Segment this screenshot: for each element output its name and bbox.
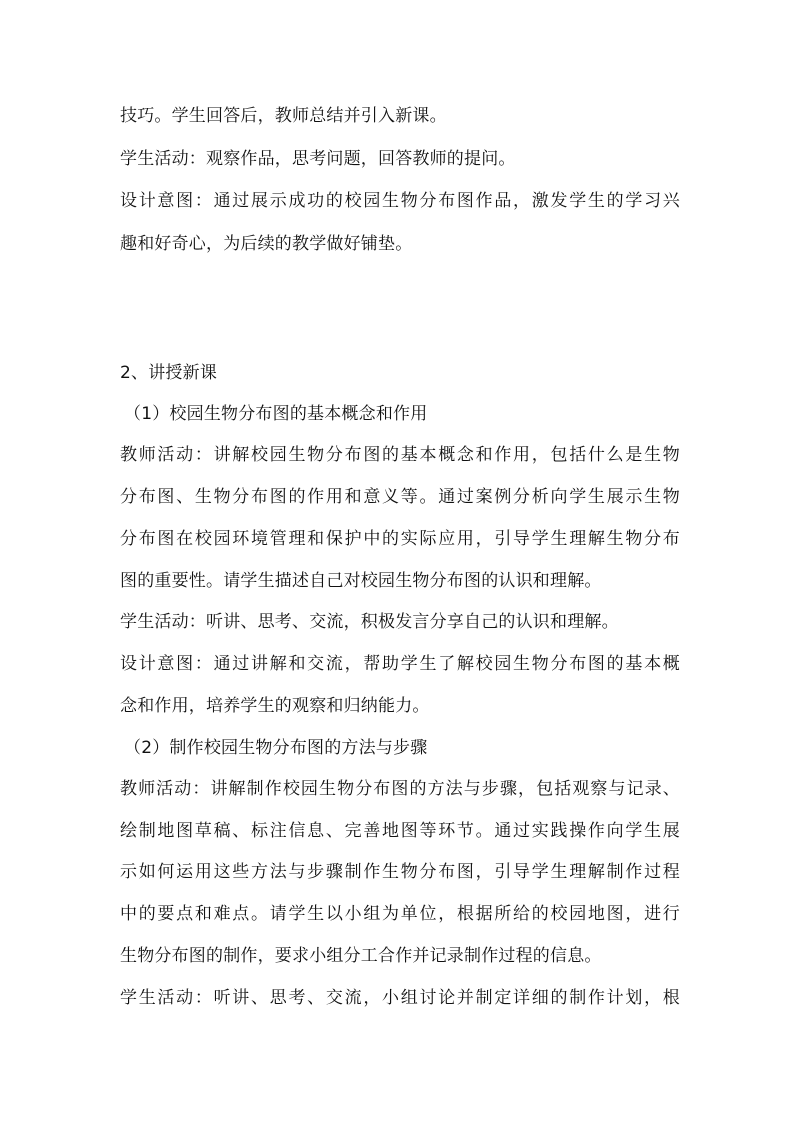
paragraph-line: 生物分布图的制作，要求小组分工合作并记录制作过程的信息。 (120, 946, 602, 966)
design-intent-line: 设计意图：通过展示成功的校园生物分布图作品，激发学生的学习兴 (120, 191, 680, 211)
paragraph-line: 绘制地图草稿、标注信息、完善地图等环节。通过实践操作向学生展 (120, 821, 680, 841)
paragraph-line: 趣和好奇心，为后续的教学做好铺垫。 (120, 234, 413, 254)
student-activity-line: 学生活动：观察作品，思考问题，回答教师的提问。 (120, 149, 516, 169)
teacher-activity-line: 教师活动：讲解校园生物分布图的基本概念和作用，包括什么是生物 (120, 445, 680, 465)
paragraph-line: 分布图、生物分布图的作用和意义等。通过案例分析向学生展示生物 (120, 487, 680, 507)
subsection-heading: （1）校园生物分布图的基本概念和作用 (124, 404, 428, 424)
student-activity-line: 学生活动：听讲、思考、交流，积极发言分享自己的认识和理解。 (120, 612, 619, 632)
paragraph-line: 念和作用，培养学生的观察和归纳能力。 (120, 696, 430, 716)
teacher-activity-line: 教师活动：讲解制作校园生物分布图的方法与步骤，包括观察与记录、 (120, 779, 680, 799)
subsection-heading: （2）制作校园生物分布图的方法与步骤 (124, 738, 428, 758)
paragraph-line: 中的要点和难点。请学生以小组为单位，根据所给的校园地图，进行 (120, 904, 680, 924)
paragraph-line: 技巧。学生回答后，教师总结并引入新课。 (120, 106, 447, 126)
paragraph-line: 图的重要性。请学生描述自己对校园生物分布图的认识和理解。 (120, 571, 602, 591)
student-activity-line: 学生活动：听讲、思考、交流，小组讨论并制定详细的制作计划，根 (120, 988, 680, 1008)
paragraph-line: 示如何运用这些方法与步骤制作生物分布图，引导学生理解制作过程 (120, 862, 680, 882)
paragraph-line: 分布图在校园环境管理和保护中的实际应用，引导学生理解生物分布 (120, 529, 680, 549)
section-heading: 2、讲授新课 (120, 363, 218, 383)
design-intent-line: 设计意图：通过讲解和交流，帮助学生了解校园生物分布图的基本概 (120, 654, 680, 674)
